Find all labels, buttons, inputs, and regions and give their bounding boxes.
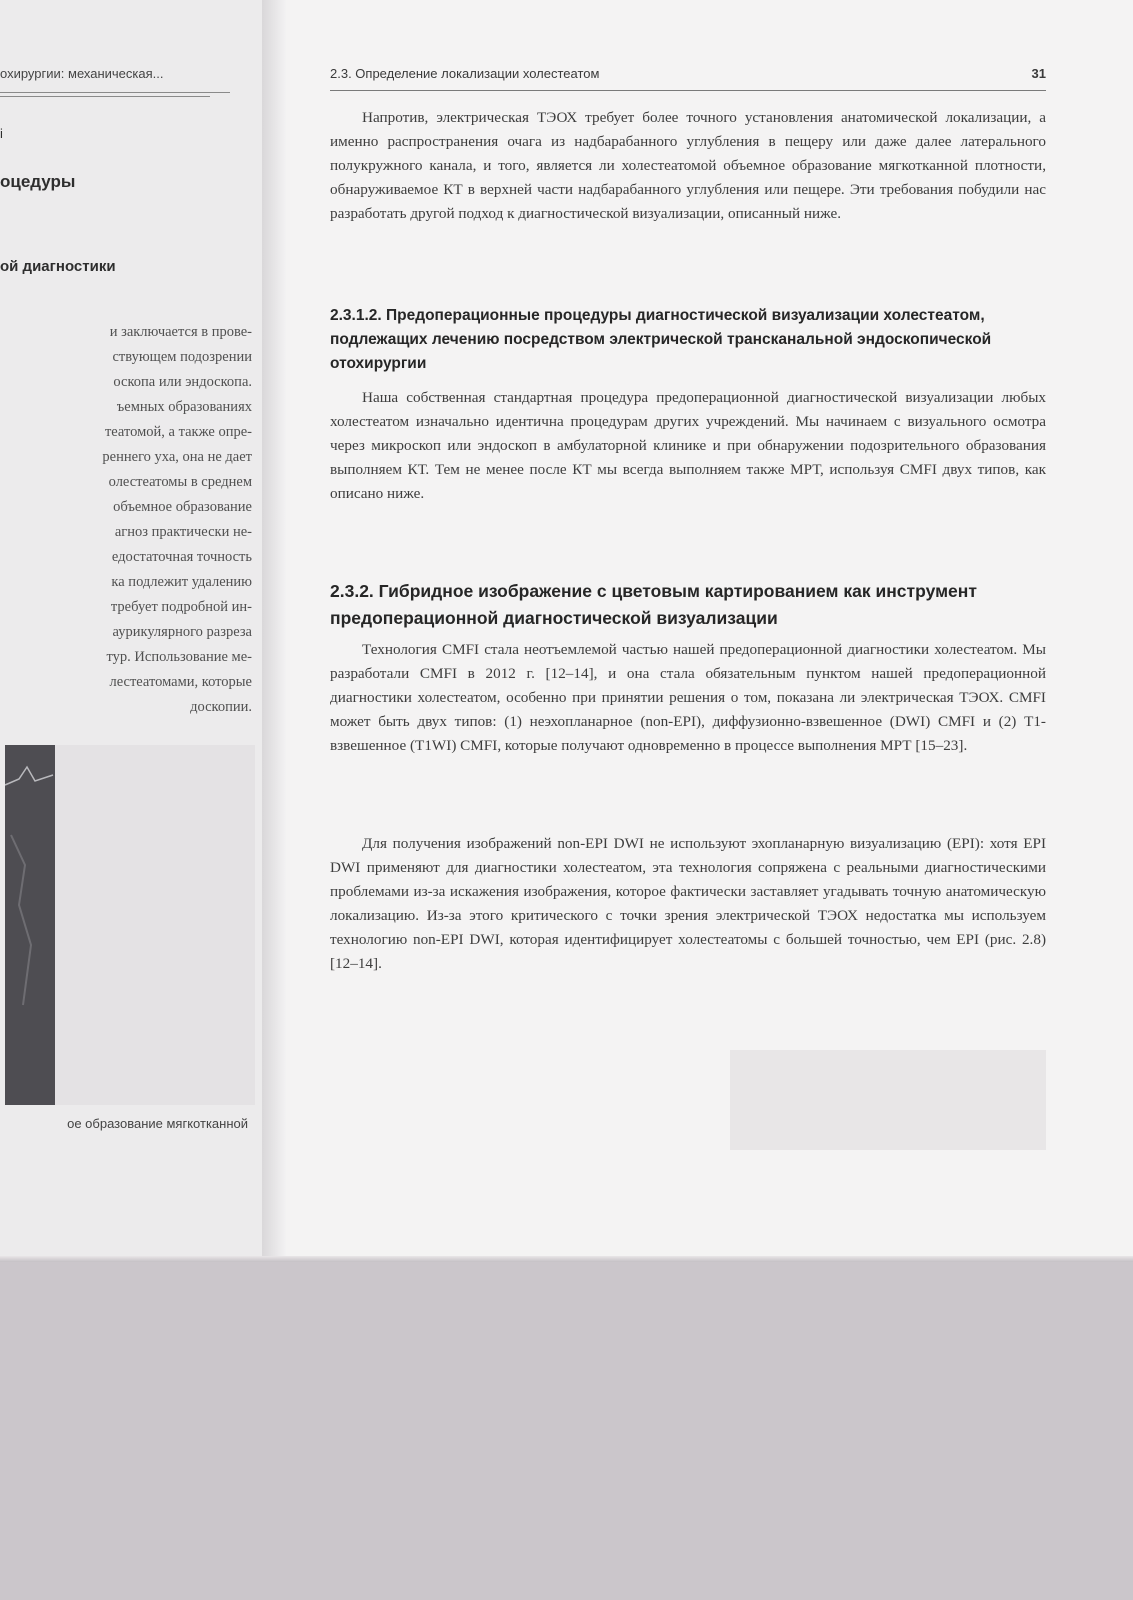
text-line: требует подробной ин-: [110, 599, 252, 615]
header-rule: [0, 96, 210, 97]
left-subsection-heading: ой диагностики: [0, 258, 116, 275]
text-line: ка подлежит удалению: [111, 574, 252, 590]
left-marker: і: [0, 126, 3, 141]
text-line: олестеатомы в среднем: [108, 474, 252, 490]
figure-image: [5, 745, 55, 1105]
text-line: лестеатомами, которые: [109, 674, 252, 690]
text-line: объемное образование: [113, 499, 252, 515]
paragraph: Технология CMFI стала неотъемлемой частью нашей предоперационной диагностики холестеатом. Мы разработали CMFI в 2012 г. [12–14], и она стала обязательным пунктом нашей предоперационной диагностики холестеатом, особенно при принятии решения о том, показана ли электрическая ТЭОХ. CMFI может быть двух типов: (1) неэхопланарное (non-EPI), диффузионно-взвешенное (DWI) CMFI и (2) T1-взвешенное (T1WI) CMFI, которые получают одновременно в процессе выполнения МРТ [15–23].: [330, 641, 1046, 754]
left-body-text: [0, 320, 252, 720]
text-line: реннего уха, она не дает: [102, 449, 252, 465]
section-heading: 2.3.1.2. Предоперационные процедуры диагностической визуализации холестеатом, подлежащих лечению посредством электрической трансканальной эндоскопической отохирургии: [330, 307, 992, 372]
text-line: ствующем подозрении: [112, 349, 252, 365]
body-paragraph-3: [330, 638, 1046, 758]
shaded-region: [730, 1050, 1046, 1150]
text-line: едостаточная точность: [111, 549, 252, 565]
left-section-heading: оцедуры: [0, 172, 76, 191]
section-heading: 2.3.2. Гибридное изображение с цветовым картированием как инструмент предоперационной диагностической визуализации: [330, 581, 977, 628]
scan-image: [5, 745, 55, 1105]
paragraph: Для получения изображений non-EPI DWI не используют эхопланарную визуализацию (EPI): хотя EPI DWI применяют для диагностики холестеатом, эта технология сопряжена с реальными диагностическими проблемами из-за искажения изображения, которое фактически заставляет угадывать точную анатомическую локализацию. Из-за этого критического с точки зрения электрической ТЭОХ недостатка мы используем технологию non-EPI DWI, которая идентифицирует холестеатомы с большей точностью, чем EPI (рис. 2.8) [12–14].: [330, 835, 1046, 972]
left-page: [0, 0, 268, 1262]
body-paragraph-1: [330, 106, 1046, 226]
background-surface: [0, 1262, 1133, 1600]
body-paragraph-2: [330, 386, 1046, 506]
section-heading-2-3-2-block: [330, 578, 1046, 632]
text-line: и заключается в прове-: [109, 324, 252, 340]
section-heading-2-3-1-2-block: [330, 304, 1046, 376]
header-rule: [0, 92, 230, 93]
left-running-head: охирургии: механическая...: [0, 66, 164, 81]
text-line: ъемных образованиях: [116, 399, 252, 415]
figure-area: [55, 745, 255, 1105]
text-line: театомой, а также опре-: [104, 424, 252, 440]
text-line: доскопии.: [190, 699, 252, 715]
book-gutter: [262, 0, 286, 1262]
text-line: тур. Использование ме-: [106, 649, 252, 665]
running-head-title: 2.3. Определение локализации холестеатом: [330, 66, 600, 81]
paragraph: Наша собственная стандартная процедура предоперационной диагностической визуализации любых холестеатом изначально идентична процедурам других учреждений. Мы начинаем с визуального осмотра через микроскоп или эндоскоп в амбулаторной клинике и при обнаружении подозрительного образования выполняем КТ. Тем не менее после КТ мы всегда выполняем также МРТ, используя CMFI двух типов, как описано ниже.: [330, 389, 1046, 502]
body-paragraph-4: [330, 832, 1046, 976]
figure-caption: ое образование мягкотканной: [67, 1116, 248, 1131]
paragraph: Напротив, электрическая ТЭОХ требует более точного установления анатомической локализации, а именно распространения очага из надбарабанного углубления в пещеру или даже далее латерального полукружного канала, и того, является ли холестеатомой объемное образование мягкотканной плотности, обнаруживаемое КТ в верхней части надбарабанного углубления или пещере. Эти требования побудили нас разработать другой подход к диагностической визуализации, описанный ниже.: [330, 109, 1046, 222]
text-line: аурикулярного разреза: [112, 624, 252, 640]
header-rule: [330, 90, 1046, 91]
page-number: 31: [1031, 66, 1046, 81]
text-line: оскопа или эндоскопа.: [113, 374, 252, 390]
text-line: агноз практически не-: [114, 524, 252, 540]
